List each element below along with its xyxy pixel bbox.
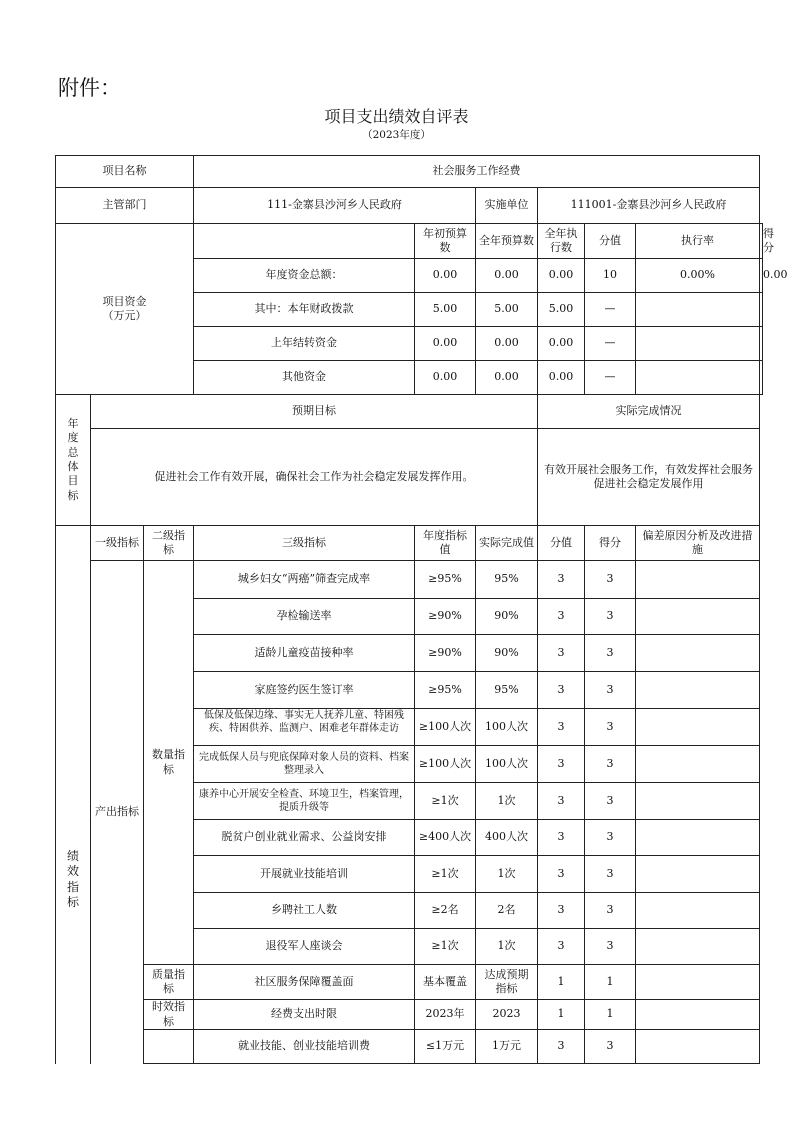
indicator-score: 3 (585, 856, 636, 893)
indicator-target: ≥90% (415, 599, 476, 635)
indicator-name: 社区服务保障覆盖面 (194, 965, 415, 1000)
indicator-note (636, 635, 760, 672)
fund-rate (636, 293, 760, 327)
indicator-row (56, 965, 763, 1000)
fund-annual: 0.00 (476, 361, 538, 395)
indicator-actual: 2023 (476, 1000, 538, 1030)
cost-indicator-label (144, 1030, 194, 1064)
fund-rate: 0.00% (636, 259, 760, 293)
indicator-target: 基本覆盖 (415, 965, 476, 1000)
indicator-score-value: 3 (538, 1030, 585, 1064)
indicator-actual: 400人次 (476, 820, 538, 856)
quantity-indicator-label: 数量指标 (144, 561, 194, 965)
indicator-note (636, 709, 760, 746)
indicator-target: ≥90% (415, 635, 476, 672)
funds-header-score: 得分 (760, 224, 763, 259)
fund-score-value: — (585, 293, 636, 327)
fund-score: 0.00 (760, 259, 763, 293)
dept-label: 主管部门 (56, 188, 194, 224)
fund-rate (636, 327, 760, 361)
funds-header-annual: 全年预算数 (476, 224, 538, 259)
indicator-score: 3 (585, 746, 636, 783)
indicator-score-value: 3 (538, 820, 585, 856)
indicator-target: ≥100人次 (415, 746, 476, 783)
unit-value: 111001-金寨县沙河乡人民政府 (538, 188, 760, 224)
indicator-actual: 2名 (476, 893, 538, 929)
indicator-target: 2023年 (415, 1000, 476, 1030)
fund-label: 年度资金总额： (194, 259, 415, 293)
indicator-target: ≥2名 (415, 893, 476, 929)
fund-label: 上年结转资金 (194, 327, 415, 361)
document-title: 项目支出绩效自评表 (324, 107, 469, 126)
goals-header-row (56, 395, 763, 429)
fund-score-value: — (585, 327, 636, 361)
performance-table (55, 155, 788, 1064)
indicator-score: 3 (585, 635, 636, 672)
indicator-score-value: 3 (538, 561, 585, 599)
quality-indicator-label: 质量指标 (144, 965, 194, 1000)
fund-initial: 0.00 (415, 327, 476, 361)
indicator-note (636, 746, 760, 783)
indicator-score-value: 3 (538, 783, 585, 820)
header-actual: 实际完成值 (476, 526, 538, 561)
indicator-header-row (56, 526, 763, 561)
indicator-name: 家庭签约医生签订率 (194, 672, 415, 709)
funds-header-rate: 执行率 (636, 224, 760, 259)
header-score-value: 分值 (538, 526, 585, 561)
indicator-score: 3 (585, 561, 636, 599)
output-indicator-label: 产出指标 (91, 561, 144, 1064)
indicator-note (636, 1000, 760, 1030)
indicator-score-value: 1 (538, 965, 585, 1000)
indicator-target: ≤1万元 (415, 1030, 476, 1064)
fund-label: 其他资金 (194, 361, 415, 395)
indicator-score-value: 3 (538, 635, 585, 672)
indicator-note (636, 672, 760, 709)
indicator-score-value: 3 (538, 856, 585, 893)
goals-label: 年度总体目标 (56, 395, 91, 526)
funds-header-score-value: 分值 (585, 224, 636, 259)
fund-score (760, 327, 763, 361)
expected-goal-header: 预期目标 (91, 395, 538, 429)
indicator-name: 脱贫户创业就业需求、公益岗安排 (194, 820, 415, 856)
indicator-name: 适龄儿童疫苗接种率 (194, 635, 415, 672)
fund-score (760, 361, 763, 395)
fund-score-value: — (585, 361, 636, 395)
indicator-score: 3 (585, 820, 636, 856)
indicator-score: 3 (585, 672, 636, 709)
indicator-actual: 95% (476, 672, 538, 709)
actual-goal-text: 有效开展社会服务工作，有效发挥社会服务促进社会稳定发展作用 (538, 429, 760, 526)
indicator-score: 3 (585, 709, 636, 746)
indicator-score: 3 (585, 599, 636, 635)
indicator-actual: 达成预期指标 (476, 965, 538, 1000)
indicator-name: 康养中心开展安全检查、环境卫生，档案管理，提质升级等 (194, 783, 415, 820)
indicator-target: ≥400人次 (415, 820, 476, 856)
indicator-note (636, 856, 760, 893)
fund-annual: 5.00 (476, 293, 538, 327)
indicator-name: 低保及低保边缘、事实无人抚养儿童、特困残疾、特困供养、监测户、困难老年群体走访 (194, 709, 415, 746)
indicator-score-value: 3 (538, 893, 585, 929)
header-level2: 二级指标 (144, 526, 194, 561)
indicator-name: 孕检输送率 (194, 599, 415, 635)
fund-annual: 0.00 (476, 259, 538, 293)
indicator-note (636, 561, 760, 599)
header-score: 得分 (585, 526, 636, 561)
indicator-name: 就业技能、创业技能培训费 (194, 1030, 415, 1064)
header-target: 年度指标值 (415, 526, 476, 561)
indicator-score-value: 3 (538, 709, 585, 746)
project-name-row (56, 156, 763, 188)
indicator-note (636, 1030, 760, 1064)
indicator-row (56, 561, 763, 599)
indicator-name: 经费支出时限 (194, 1000, 415, 1030)
indicator-actual: 1万元 (476, 1030, 538, 1064)
dept-value: 111-金寨县沙河乡人民政府 (194, 188, 476, 224)
indicator-row (56, 1030, 763, 1064)
indicator-name: 城乡妇女“两癌”筛查完成率 (194, 561, 415, 599)
funds-header-blank (194, 224, 415, 259)
indicator-score-value: 3 (538, 746, 585, 783)
indicator-score-value: 3 (538, 929, 585, 965)
funds-label: 项目资金 （万元） (56, 224, 194, 395)
header-level3: 三级指标 (194, 526, 415, 561)
actual-goal-header: 实际完成情况 (538, 395, 760, 429)
indicator-target: ≥1次 (415, 929, 476, 965)
goals-content-row (56, 429, 763, 526)
indicator-target: ≥1次 (415, 856, 476, 893)
indicator-note (636, 965, 760, 1000)
fund-label: 其中：本年财政拨款 (194, 293, 415, 327)
timeliness-indicator-label: 时效指标 (144, 1000, 194, 1030)
indicator-note (636, 599, 760, 635)
project-name-value: 社会服务工作经费 (194, 156, 760, 188)
fund-score (760, 293, 763, 327)
funds-header-row (56, 224, 763, 259)
indicator-actual: 90% (476, 635, 538, 672)
fund-initial: 0.00 (415, 361, 476, 395)
indicator-note (636, 820, 760, 856)
indicator-score-value: 3 (538, 672, 585, 709)
unit-label: 实施单位 (476, 188, 538, 224)
indicator-name: 开展就业技能培训 (194, 856, 415, 893)
funds-header-executed: 全年执行数 (538, 224, 585, 259)
attachment-label: 附件： (58, 76, 121, 100)
indicator-actual: 100人次 (476, 709, 538, 746)
project-name-label: 项目名称 (56, 156, 194, 188)
indicator-score-value: 1 (538, 1000, 585, 1030)
indicator-target: ≥1次 (415, 783, 476, 820)
fund-initial: 5.00 (415, 293, 476, 327)
fund-executed: 0.00 (538, 327, 585, 361)
indicator-note (636, 783, 760, 820)
document-year: （2023年度） (362, 129, 431, 141)
department-row (56, 188, 763, 224)
indicator-score: 3 (585, 783, 636, 820)
indicator-target: ≥95% (415, 561, 476, 599)
indicator-target: ≥95% (415, 672, 476, 709)
fund-annual: 0.00 (476, 327, 538, 361)
indicator-actual: 95% (476, 561, 538, 599)
indicator-row (56, 1000, 763, 1030)
indicator-score: 1 (585, 1000, 636, 1030)
indicator-score: 3 (585, 929, 636, 965)
indicator-actual: 1次 (476, 929, 538, 965)
indicator-name: 完成低保人员与兜底保障对象人员的资料、档案整理录入 (194, 746, 415, 783)
indicator-score: 3 (585, 893, 636, 929)
indicator-note (636, 893, 760, 929)
indicator-actual: 90% (476, 599, 538, 635)
indicator-target: ≥100人次 (415, 709, 476, 746)
fund-rate (636, 361, 760, 395)
indicator-score: 1 (585, 965, 636, 1000)
indicator-score-value: 3 (538, 599, 585, 635)
indicator-name: 乡聘社工人数 (194, 893, 415, 929)
fund-executed: 0.00 (538, 259, 585, 293)
indicator-note (636, 929, 760, 965)
indicator-score: 3 (585, 1030, 636, 1064)
indicator-actual: 100人次 (476, 746, 538, 783)
indicator-name: 退役军人座谈会 (194, 929, 415, 965)
expected-goal-text: 促进社会工作有效开展，确保社会工作为社会稳定发展发挥作用。 (91, 429, 538, 526)
funds-header-initial: 年初预算数 (415, 224, 476, 259)
performance-indicators-label: 绩效指标 (56, 526, 91, 1064)
fund-score-value: 10 (585, 259, 636, 293)
header-level1: 一级指标 (91, 526, 144, 561)
fund-initial: 0.00 (415, 259, 476, 293)
indicator-actual: 1次 (476, 856, 538, 893)
fund-executed: 5.00 (538, 293, 585, 327)
header-deviation: 偏差原因分析及改进措施 (636, 526, 760, 561)
indicator-actual: 1次 (476, 783, 538, 820)
fund-executed: 0.00 (538, 361, 585, 395)
